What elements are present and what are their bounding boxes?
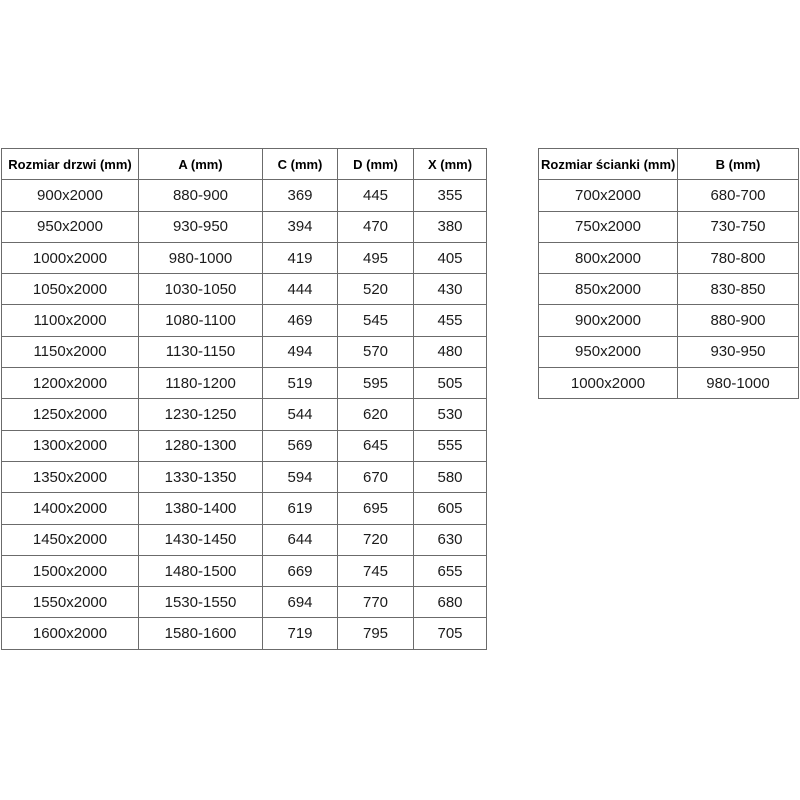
table-cell: 680 bbox=[414, 587, 487, 618]
table-cell: 530 bbox=[414, 399, 487, 430]
table-cell: 880-900 bbox=[678, 305, 799, 336]
table-cell: 455 bbox=[414, 305, 487, 336]
table-cell: 1130-1150 bbox=[139, 336, 263, 367]
table-cell: 1180-1200 bbox=[139, 368, 263, 399]
table-row bbox=[2, 555, 487, 586]
table-cell: 1030-1050 bbox=[139, 274, 263, 305]
table-cell: 745 bbox=[338, 555, 414, 586]
table-cell: 494 bbox=[263, 336, 338, 367]
table-row bbox=[2, 399, 487, 430]
table-cell: 580 bbox=[414, 461, 487, 492]
table-cell: 1050x2000 bbox=[2, 274, 139, 305]
table-cell: 1080-1100 bbox=[139, 305, 263, 336]
table-cell: 544 bbox=[263, 399, 338, 430]
door-sizes-table bbox=[1, 148, 487, 650]
table-cell: 900x2000 bbox=[2, 180, 139, 211]
table-cell: 394 bbox=[263, 211, 338, 242]
table-row bbox=[2, 336, 487, 367]
table-cell: 630 bbox=[414, 524, 487, 555]
table-row bbox=[2, 461, 487, 492]
table-row bbox=[2, 180, 487, 211]
table-row bbox=[539, 211, 799, 242]
table-row bbox=[2, 430, 487, 461]
table-cell: 720 bbox=[338, 524, 414, 555]
table-cell: 830-850 bbox=[678, 274, 799, 305]
column-header: D (mm) bbox=[338, 149, 414, 180]
column-header: B (mm) bbox=[678, 149, 799, 180]
table-cell: 880-900 bbox=[139, 180, 263, 211]
column-header: C (mm) bbox=[263, 149, 338, 180]
table-cell: 694 bbox=[263, 587, 338, 618]
table-cell: 1150x2000 bbox=[2, 336, 139, 367]
table-cell: 1430-1450 bbox=[139, 524, 263, 555]
table-cell: 780-800 bbox=[678, 242, 799, 273]
table-cell: 950x2000 bbox=[539, 336, 678, 367]
table-cell: 1380-1400 bbox=[139, 493, 263, 524]
table-cell: 570 bbox=[338, 336, 414, 367]
table-row bbox=[2, 493, 487, 524]
table-cell: 520 bbox=[338, 274, 414, 305]
table-cell: 950x2000 bbox=[2, 211, 139, 242]
table-cell: 555 bbox=[414, 430, 487, 461]
table-cell: 1350x2000 bbox=[2, 461, 139, 492]
table-cell: 850x2000 bbox=[539, 274, 678, 305]
table-row bbox=[539, 368, 799, 399]
table-cell: 730-750 bbox=[678, 211, 799, 242]
column-header: X (mm) bbox=[414, 149, 487, 180]
table-cell: 980-1000 bbox=[678, 368, 799, 399]
table-cell: 669 bbox=[263, 555, 338, 586]
table-cell: 1100x2000 bbox=[2, 305, 139, 336]
column-header: Rozmiar ścianki (mm) bbox=[539, 149, 678, 180]
table-cell: 900x2000 bbox=[539, 305, 678, 336]
table-row bbox=[539, 305, 799, 336]
table-cell: 1450x2000 bbox=[2, 524, 139, 555]
table-cell: 605 bbox=[414, 493, 487, 524]
table-cell: 1230-1250 bbox=[139, 399, 263, 430]
table-row bbox=[539, 336, 799, 367]
table-cell: 1280-1300 bbox=[139, 430, 263, 461]
table-cell: 655 bbox=[414, 555, 487, 586]
table-cell: 1600x2000 bbox=[2, 618, 139, 649]
table-cell: 405 bbox=[414, 242, 487, 273]
table-cell: 1550x2000 bbox=[2, 587, 139, 618]
table-cell: 619 bbox=[263, 493, 338, 524]
table-cell: 519 bbox=[263, 368, 338, 399]
table-cell: 1400x2000 bbox=[2, 493, 139, 524]
table-cell: 569 bbox=[263, 430, 338, 461]
table-row bbox=[2, 618, 487, 649]
table-cell: 444 bbox=[263, 274, 338, 305]
table-cell: 419 bbox=[263, 242, 338, 273]
table-cell: 430 bbox=[414, 274, 487, 305]
table-cell: 800x2000 bbox=[539, 242, 678, 273]
table-cell: 1250x2000 bbox=[2, 399, 139, 430]
table-cell: 380 bbox=[414, 211, 487, 242]
table-row bbox=[539, 242, 799, 273]
table-row bbox=[2, 211, 487, 242]
table-row bbox=[2, 368, 487, 399]
table-cell: 644 bbox=[263, 524, 338, 555]
table-cell: 1200x2000 bbox=[2, 368, 139, 399]
table-cell: 1530-1550 bbox=[139, 587, 263, 618]
table-cell: 1480-1500 bbox=[139, 555, 263, 586]
table-cell: 930-950 bbox=[139, 211, 263, 242]
table-row bbox=[2, 242, 487, 273]
table-cell: 469 bbox=[263, 305, 338, 336]
table-cell: 505 bbox=[414, 368, 487, 399]
table-row bbox=[2, 587, 487, 618]
table-cell: 695 bbox=[338, 493, 414, 524]
table-cell: 445 bbox=[338, 180, 414, 211]
table-cell: 770 bbox=[338, 587, 414, 618]
table-cell: 930-950 bbox=[678, 336, 799, 367]
table-cell: 705 bbox=[414, 618, 487, 649]
table-cell: 700x2000 bbox=[539, 180, 678, 211]
table-cell: 1000x2000 bbox=[539, 368, 678, 399]
table-cell: 1300x2000 bbox=[2, 430, 139, 461]
table-cell: 750x2000 bbox=[539, 211, 678, 242]
table-cell: 795 bbox=[338, 618, 414, 649]
table-cell: 1500x2000 bbox=[2, 555, 139, 586]
table-cell: 1000x2000 bbox=[2, 242, 139, 273]
table-cell: 470 bbox=[338, 211, 414, 242]
table-cell: 670 bbox=[338, 461, 414, 492]
table-row bbox=[539, 180, 799, 211]
table-cell: 480 bbox=[414, 336, 487, 367]
table-header-row bbox=[2, 149, 487, 180]
table-cell: 545 bbox=[338, 305, 414, 336]
column-header: Rozmiar drzwi (mm) bbox=[2, 149, 139, 180]
table-cell: 369 bbox=[263, 180, 338, 211]
column-header: A (mm) bbox=[139, 149, 263, 180]
table-cell: 719 bbox=[263, 618, 338, 649]
table-row bbox=[2, 305, 487, 336]
table-cell: 594 bbox=[263, 461, 338, 492]
table-row bbox=[539, 274, 799, 305]
table-cell: 680-700 bbox=[678, 180, 799, 211]
table-cell: 495 bbox=[338, 242, 414, 273]
table-cell: 1330-1350 bbox=[139, 461, 263, 492]
table-cell: 595 bbox=[338, 368, 414, 399]
table-cell: 355 bbox=[414, 180, 487, 211]
table-row bbox=[2, 274, 487, 305]
table-cell: 620 bbox=[338, 399, 414, 430]
table-row bbox=[2, 524, 487, 555]
table-cell: 980-1000 bbox=[139, 242, 263, 273]
table-header-row bbox=[539, 149, 799, 180]
wall-sizes-table bbox=[538, 148, 799, 399]
table-cell: 645 bbox=[338, 430, 414, 461]
table-cell: 1580-1600 bbox=[139, 618, 263, 649]
